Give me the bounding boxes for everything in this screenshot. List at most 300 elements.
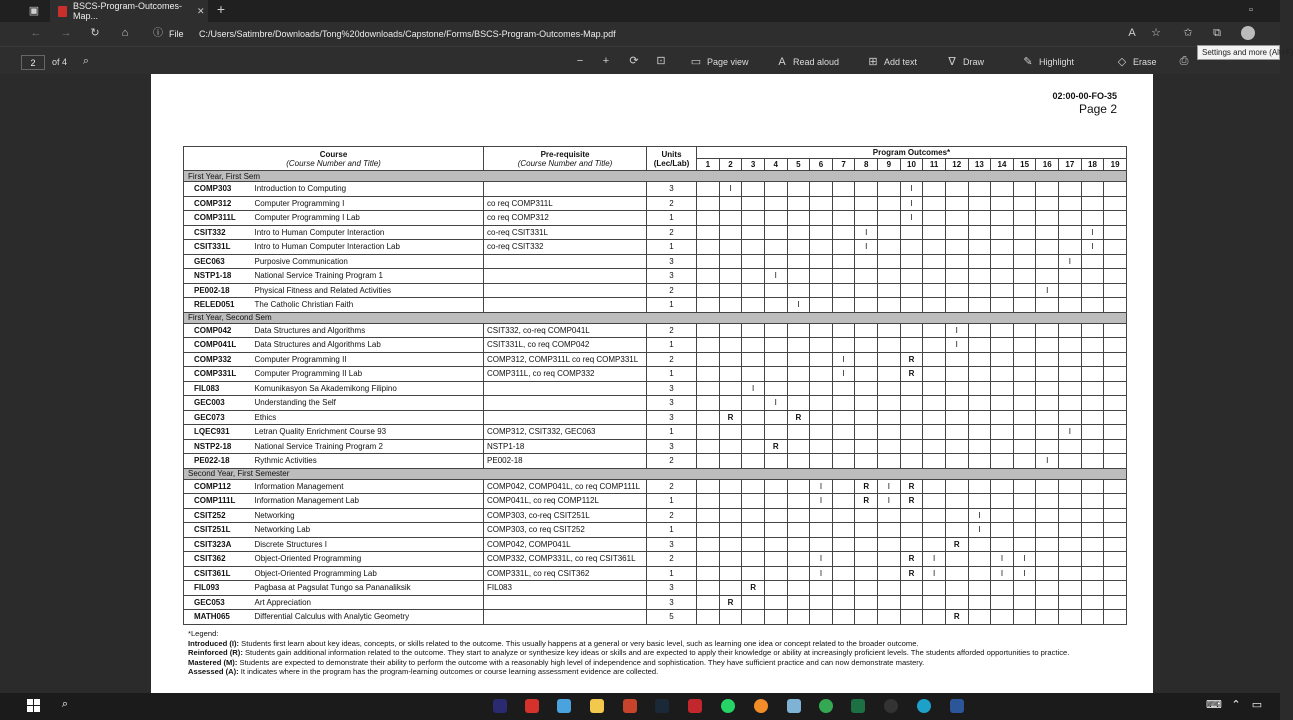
outcome-cell: I (764, 396, 787, 411)
outcome-cell (832, 479, 855, 494)
table-row (184, 610, 1127, 625)
outcome-cell (855, 552, 878, 567)
restore-icon[interactable]: ▫ (1249, 4, 1253, 16)
notepad-icon[interactable] (787, 699, 801, 713)
legend-mastered-text: Students are expected to demonstrate their ability to perform the outcome with a reasonably high level of independence and sophistication. They have sufficient practice and can now demonstrate mastery. (239, 657, 925, 667)
header-row (184, 147, 1127, 159)
outcome-cell (1013, 454, 1036, 469)
outcome-cell (855, 610, 878, 625)
add-text-button[interactable] (867, 56, 917, 68)
snipping-tool-icon[interactable] (557, 699, 571, 713)
eraser-icon: ◇ (1117, 56, 1127, 68)
prerequisite: co req COMP312 (484, 211, 647, 226)
outcome-cell (697, 396, 720, 411)
outcome-cell (968, 196, 991, 211)
outcome-cell (968, 323, 991, 338)
legend-introduced-text: Students first learn about key ideas, concepts, or skills related to the outcome. This usually happens at a general or very basic level, such as learning one idea or concept related to the broader outcome. (241, 638, 919, 648)
outcome-cell: R (900, 479, 923, 494)
recorder-icon[interactable] (688, 699, 702, 713)
prerequisite (484, 283, 647, 298)
outcome-cell (1081, 581, 1104, 596)
outcome-cell: I (810, 494, 833, 509)
outcome-cell (968, 537, 991, 552)
outcome-cell (923, 367, 946, 382)
outcome-cell (855, 581, 878, 596)
course-code: NSTP2-18 (184, 439, 252, 454)
prerequisite: NSTP1-18 (484, 439, 647, 454)
outcome-cell (1104, 595, 1127, 610)
obs-icon[interactable] (884, 699, 898, 713)
outcome-cell: I (1081, 240, 1104, 255)
prerequisite: FIL083 (484, 581, 647, 596)
course-title: Computer Programming II (252, 352, 484, 367)
outcome-cell (991, 352, 1014, 367)
outcome-cell (697, 494, 720, 509)
outcome-cell (991, 410, 1014, 425)
outcome-cell (742, 352, 765, 367)
outcome-cell (945, 225, 968, 240)
read-aloud-icon[interactable]: A (1128, 27, 1136, 39)
outcome-cell (1081, 610, 1104, 625)
outcome-number: 18 (1081, 159, 1104, 171)
outcome-cell (991, 269, 1014, 284)
table-row (184, 338, 1127, 353)
course-code: CSIT323A (184, 537, 252, 552)
outcome-cell (764, 182, 787, 197)
table-row (184, 479, 1127, 494)
outcome-cell (1104, 439, 1127, 454)
outcome-cell: R (945, 610, 968, 625)
legend-reinforced (188, 648, 1123, 658)
outcome-cell (991, 211, 1014, 226)
close-tab-icon[interactable]: ✕ (197, 5, 205, 16)
excel-icon[interactable] (851, 699, 865, 713)
chevron-up-icon[interactable]: ⌃ (1231, 699, 1241, 711)
outcome-cell (878, 298, 901, 313)
search-icon[interactable]: ⌕ (61, 698, 69, 710)
home-button[interactable] (119, 27, 131, 39)
table-row (184, 367, 1127, 382)
outcome-cell (719, 196, 742, 211)
prerequisite: co req COMP311L (484, 196, 647, 211)
home-icon: ⌂ (121, 27, 129, 39)
outcome-cell: I (810, 552, 833, 567)
outcome-cell (900, 581, 923, 596)
outcome-cell (1036, 508, 1059, 523)
outcome-cell (1013, 523, 1036, 538)
outcome-number: 14 (991, 159, 1014, 171)
zoom-out-button[interactable] (574, 55, 586, 67)
outcome-cell (1036, 566, 1059, 581)
refresh-button[interactable] (89, 27, 101, 39)
powerpoint-icon[interactable] (623, 699, 637, 713)
course-code: PE002-18 (184, 283, 252, 298)
outcome-cell (719, 211, 742, 226)
outcome-cell (1081, 323, 1104, 338)
outcome-cell: I (810, 566, 833, 581)
outcome-cell (1036, 595, 1059, 610)
course-title: Ethics (252, 410, 484, 425)
outcome-cell (810, 240, 833, 255)
units: 3 (647, 581, 697, 596)
outcome-cell (945, 196, 968, 211)
course-title: Differential Calculus with Analytic Geometry (252, 610, 484, 625)
outcome-cell (764, 283, 787, 298)
site-info[interactable] (152, 28, 184, 40)
outcome-cell (968, 610, 991, 625)
outcome-cell (1104, 269, 1127, 284)
outcome-cell (991, 182, 1014, 197)
table-row (184, 396, 1127, 411)
outcome-cell (1036, 298, 1059, 313)
outcome-cell (1081, 338, 1104, 353)
outcome-cell (787, 396, 810, 411)
add-text-label: Add text (884, 57, 918, 67)
outcome-cell (968, 439, 991, 454)
outcome-cell (945, 269, 968, 284)
new-tab-button[interactable] (215, 3, 227, 15)
outcome-cell: R (855, 494, 878, 509)
draw-icon: ∇ (948, 56, 956, 68)
outcome-cell (900, 254, 923, 269)
outcome-cell (923, 396, 946, 411)
course-code: COMP311L (184, 211, 252, 226)
outcome-cell (991, 323, 1014, 338)
outcome-cell (697, 196, 720, 211)
prerequisite (484, 396, 647, 411)
outcome-cell (787, 240, 810, 255)
outcome-cell (719, 494, 742, 509)
outcome-cell: R (719, 410, 742, 425)
outcome-cell (764, 338, 787, 353)
outcome-cell (719, 552, 742, 567)
outcome-cell (764, 508, 787, 523)
outcome-cell (810, 610, 833, 625)
prerequisite (484, 410, 647, 425)
outcome-cell: I (900, 196, 923, 211)
course-title: Networking Lab (252, 523, 484, 538)
outcome-cell: I (832, 367, 855, 382)
outcome-cell (968, 425, 991, 440)
browser-tab[interactable] (50, 0, 208, 22)
table-row (184, 269, 1127, 284)
course-title: Networking (252, 508, 484, 523)
prerequisite (484, 381, 647, 396)
profile-avatar[interactable] (1241, 26, 1255, 40)
outcome-cell (991, 494, 1014, 509)
units: 1 (647, 523, 697, 538)
outcome-cell (810, 367, 833, 382)
erase-button[interactable] (1116, 56, 1157, 68)
units: 1 (647, 211, 697, 226)
collections-icon[interactable]: ⧉ (1213, 27, 1221, 39)
outcome-cell (945, 367, 968, 382)
outcome-cell (900, 537, 923, 552)
after-effects-icon[interactable] (493, 699, 507, 713)
outcome-cell (945, 581, 968, 596)
url-field[interactable]: C:/Users/Satimbre/Downloads/Tong%20downloads/Capstone/Forms/BSCS-Program-Outcomes-Map.pdf (199, 29, 616, 39)
outcome-cell (968, 410, 991, 425)
outcome-cell: I (923, 566, 946, 581)
outcome-cell (968, 454, 991, 469)
outcome-cell (855, 323, 878, 338)
outcome-cell (855, 439, 878, 454)
network-icon[interactable]: ▭ (1251, 699, 1263, 711)
course-title: Computer Programming I (252, 196, 484, 211)
window-controls[interactable] (1245, 4, 1257, 16)
outcome-cell (968, 283, 991, 298)
outcome-cell (1081, 494, 1104, 509)
outcome-cell (945, 566, 968, 581)
outcome-cell (787, 225, 810, 240)
outcome-cell (968, 225, 991, 240)
table-row (184, 439, 1127, 454)
table-row (184, 566, 1127, 581)
outcome-cell: R (900, 352, 923, 367)
acrobat-icon[interactable] (525, 699, 539, 713)
outcome-cell (764, 454, 787, 469)
favorite-icon[interactable]: ☆ (1151, 27, 1161, 39)
outcome-cell (697, 182, 720, 197)
page-total: of 4 (52, 57, 68, 67)
forward-button[interactable] (60, 27, 72, 39)
prerequisite: COMP041L, co req COMP112L (484, 494, 647, 509)
course-code: COMP332 (184, 352, 252, 367)
prerequisite: PE002-18 (484, 454, 647, 469)
outcome-cell (1104, 581, 1127, 596)
file-label: File (169, 29, 184, 39)
outcome-cell (742, 225, 765, 240)
units-header (647, 147, 697, 171)
print-button[interactable] (1178, 55, 1190, 67)
outcome-cell (855, 396, 878, 411)
outcome-cell (1036, 396, 1059, 411)
outcome-cell (832, 298, 855, 313)
course-title: Data Structures and Algorithms (252, 323, 484, 338)
outcome-cell (787, 196, 810, 211)
outcome-cell (742, 367, 765, 382)
outcome-cell (945, 298, 968, 313)
highlight-icon: ✎ (1023, 56, 1033, 68)
course-code: GEC003 (184, 396, 252, 411)
course-code: COMP331L (184, 367, 252, 382)
units: 2 (647, 196, 697, 211)
prerequisite (484, 182, 647, 197)
outcome-cell: I (1036, 454, 1059, 469)
legend-mastered-label: Mastered (M): (188, 657, 238, 667)
legend-introduced-label: Introduced (I): (188, 638, 240, 648)
outcome-cell (742, 537, 765, 552)
outcome-cell (1104, 352, 1127, 367)
back-button[interactable] (30, 27, 42, 39)
outcome-cell (764, 523, 787, 538)
outcome-cell (1104, 479, 1127, 494)
media-player-icon[interactable] (754, 699, 768, 713)
outcome-cell (1059, 367, 1082, 382)
outcome-cell: R (764, 439, 787, 454)
outcome-cell (991, 581, 1014, 596)
outcome-cell (1059, 610, 1082, 625)
info-icon: ⓘ (153, 28, 163, 39)
outcome-cell (968, 552, 991, 567)
outcome-cell (787, 537, 810, 552)
outcome-cell (787, 269, 810, 284)
outcome-cell (764, 479, 787, 494)
outcome-number: 4 (764, 159, 787, 171)
erase-label: Erase (1133, 57, 1157, 67)
units: 3 (647, 269, 697, 284)
units: 5 (647, 610, 697, 625)
outcome-cell (878, 381, 901, 396)
outcome-cell (923, 323, 946, 338)
units: 2 (647, 225, 697, 240)
outcome-cell (1104, 182, 1127, 197)
favorites-icon[interactable]: ✩ (1183, 27, 1193, 39)
plus-icon: + (602, 55, 610, 67)
outcome-cell (878, 225, 901, 240)
outcome-cell: I (742, 381, 765, 396)
prerequisite: COMP311L, co req COMP332 (484, 367, 647, 382)
outcome-cell (719, 508, 742, 523)
read-aloud-button[interactable] (776, 56, 839, 68)
outcome-cell (968, 352, 991, 367)
outcome-cell (1104, 211, 1127, 226)
outcome-cell (878, 454, 901, 469)
outcome-cell (1013, 240, 1036, 255)
outcome-cell (945, 523, 968, 538)
outcome-cell (742, 182, 765, 197)
outcome-cell (968, 182, 991, 197)
outcome-cell (855, 367, 878, 382)
file-explorer-icon[interactable] (590, 699, 604, 713)
keyboard-icon[interactable]: ⌨ (1206, 699, 1222, 711)
outcome-cell (900, 454, 923, 469)
outcome-cell (764, 225, 787, 240)
page-view-icon: ▭ (690, 56, 702, 68)
whatsapp-icon[interactable] (721, 699, 735, 713)
outcome-cell (832, 425, 855, 440)
course-code: CSIT252 (184, 508, 252, 523)
steam-icon[interactable] (655, 699, 669, 713)
outcome-cell (787, 479, 810, 494)
outcome-cell (945, 494, 968, 509)
outcome-cell (810, 523, 833, 538)
outcome-cell (923, 211, 946, 226)
outcome-cell (719, 425, 742, 440)
outcome-cell (697, 381, 720, 396)
outcome-cell (923, 595, 946, 610)
units: 2 (647, 508, 697, 523)
outcome-cell (742, 338, 765, 353)
outcome-cell: I (855, 225, 878, 240)
outcome-cell (991, 338, 1014, 353)
outcome-cell (1059, 581, 1082, 596)
prerequisite: CSIT332, co-req COMP041L (484, 323, 647, 338)
tab-actions-icon[interactable]: ▣ (28, 5, 40, 17)
outcome-cell (991, 283, 1014, 298)
outcome-cell (832, 454, 855, 469)
rotate-button[interactable] (628, 55, 640, 67)
course-title: Art Appreciation (252, 595, 484, 610)
outcome-cell (1081, 298, 1104, 313)
outcome-cell (742, 454, 765, 469)
outcome-cell: R (900, 552, 923, 567)
outcome-cell (764, 425, 787, 440)
outcome-cell (719, 610, 742, 625)
outcome-cell (719, 338, 742, 353)
start-icon[interactable] (27, 699, 40, 712)
outcome-cell (832, 323, 855, 338)
highlight-button[interactable] (1022, 56, 1074, 68)
outcome-cell (832, 196, 855, 211)
outcome-cell (855, 211, 878, 226)
outcome-cell (923, 410, 946, 425)
chrome-icon[interactable] (819, 699, 833, 713)
table-row (184, 283, 1127, 298)
outcome-cell (810, 425, 833, 440)
outcome-cell (1104, 240, 1127, 255)
search-pdf-button[interactable] (80, 55, 92, 67)
word-icon[interactable] (950, 699, 964, 713)
fit-page-button[interactable] (655, 55, 667, 67)
outcome-cell (1036, 425, 1059, 440)
edge-icon[interactable] (917, 699, 931, 713)
outcome-cell: I (878, 494, 901, 509)
outcome-cell (945, 552, 968, 567)
course-title: Computer Programming II Lab (252, 367, 484, 382)
page-view-button[interactable] (690, 56, 749, 68)
outcome-cell (878, 211, 901, 226)
outcome-cell (968, 595, 991, 610)
page-number-input[interactable]: 2 (21, 55, 45, 70)
course-title: National Service Training Program 1 (252, 269, 484, 284)
outcome-cell (810, 352, 833, 367)
outcome-cell (787, 610, 810, 625)
semester-row (184, 312, 1127, 323)
outcome-cell (945, 396, 968, 411)
outcome-cell (697, 439, 720, 454)
prerequisite: co-req CSIT331L (484, 225, 647, 240)
outcome-cell (1081, 396, 1104, 411)
outcome-cell (855, 508, 878, 523)
outcome-cell (832, 566, 855, 581)
course-title: The Catholic Christian Faith (252, 298, 484, 313)
outcome-cell (878, 439, 901, 454)
outcome-cell (764, 410, 787, 425)
course-code: FIL083 (184, 381, 252, 396)
outcome-cell (1059, 323, 1082, 338)
outcome-cell (900, 240, 923, 255)
zoom-in-button[interactable] (600, 55, 612, 67)
outcome-cell (1036, 494, 1059, 509)
address-bar (0, 22, 1280, 46)
outcome-cell (742, 254, 765, 269)
prerequisite: COMP303, co-req CSIT251L (484, 508, 647, 523)
units: 3 (647, 396, 697, 411)
outcome-cell (697, 479, 720, 494)
outcome-cell (923, 479, 946, 494)
draw-button[interactable] (946, 56, 984, 68)
outcome-cell (1059, 298, 1082, 313)
outcome-cell (1036, 439, 1059, 454)
table-row (184, 182, 1127, 197)
outcome-cell (764, 211, 787, 226)
outcomes-header: Program Outcomes* (697, 147, 1127, 159)
outcome-cell (1104, 254, 1127, 269)
outcome-cell (923, 182, 946, 197)
outcome-number: 19 (1104, 159, 1127, 171)
course-title: Physical Fitness and Related Activities (252, 283, 484, 298)
